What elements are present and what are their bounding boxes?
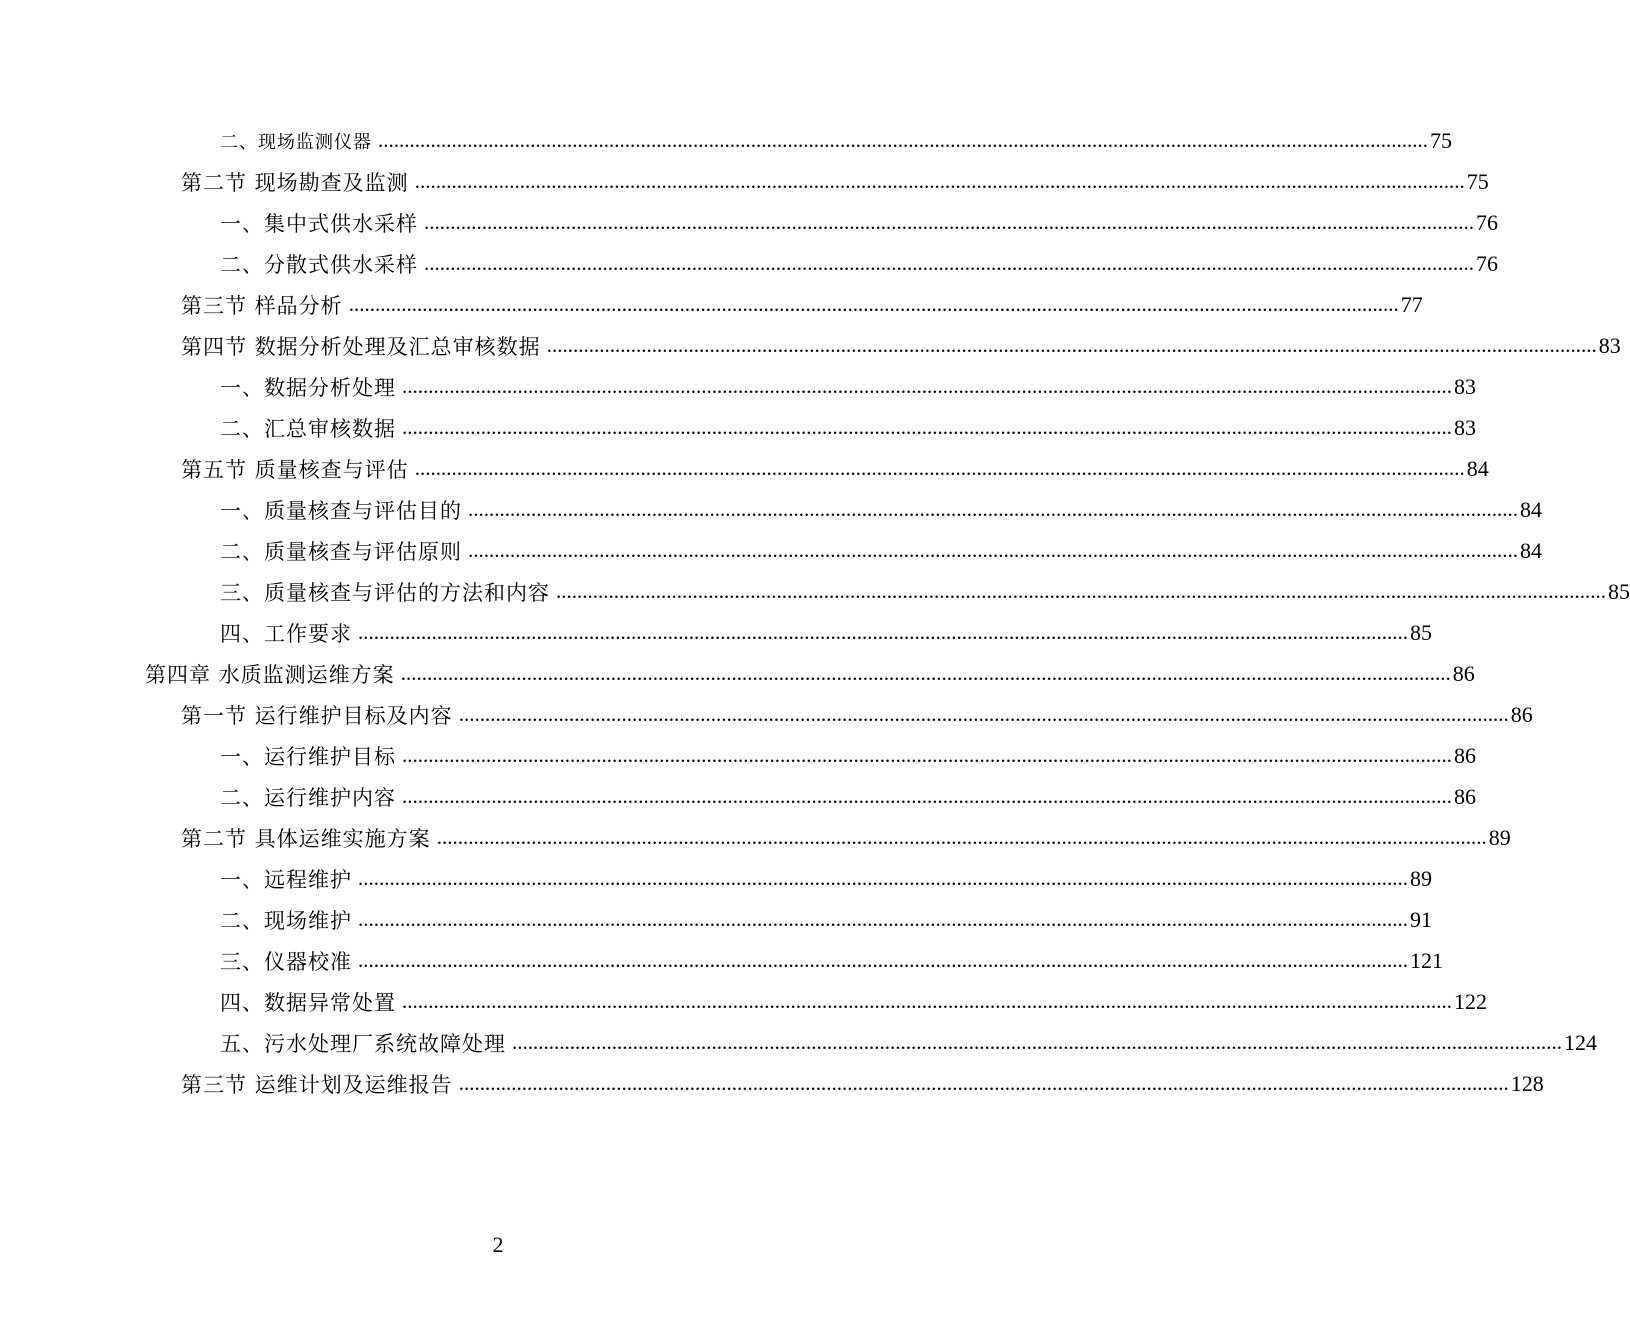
toc-entry <box>0 694 1533 735</box>
toc-entry-title: 二、分散式供水采样 <box>220 252 418 277</box>
toc-entry-page: 122 <box>1454 988 1487 1014</box>
toc-entry-title: 一、远程维护 <box>220 867 352 892</box>
toc-entry-page: 91 <box>1410 906 1432 932</box>
toc-entry <box>0 530 1542 571</box>
toc-entry-title: 第三节 运维计划及运维报告 <box>181 1072 453 1097</box>
toc-entry-page: 128 <box>1510 1070 1544 1096</box>
toc-dot-leader <box>401 661 1451 686</box>
toc-entry <box>0 284 1423 325</box>
toc-entry <box>0 489 1542 530</box>
toc-entry-title: 第五节 质量核查与评估 <box>181 457 409 482</box>
toc-dot-leader <box>437 825 1487 850</box>
toc-entry <box>0 776 1476 817</box>
toc-entry-title: 一、运行维护目标 <box>220 744 396 769</box>
toc-entry-title: 第三节 样品分析 <box>181 293 343 318</box>
toc-entry <box>0 161 1489 202</box>
toc-entry <box>0 858 1432 899</box>
toc-dot-leader <box>358 620 1408 645</box>
toc-entry-title: 二、现场监测仪器 <box>220 131 372 153</box>
toc-dot-leader <box>402 784 1452 809</box>
toc-entry-title: 二、汇总审核数据 <box>220 416 396 441</box>
toc-entry-page: 83 <box>1454 373 1476 399</box>
toc-entry-page: 84 <box>1520 537 1542 563</box>
toc-entry-page: 75 <box>1466 168 1489 194</box>
toc-dot-leader <box>358 948 1408 973</box>
toc-dot-leader <box>459 1071 1509 1096</box>
toc-entry-title: 五、污水处理厂系统故障处理 <box>220 1031 506 1056</box>
toc-entry-title: 第二节 现场勘查及监测 <box>181 170 409 195</box>
toc-entry-page: 77 <box>1400 291 1423 317</box>
toc-entry <box>0 325 1621 366</box>
toc-dot-leader <box>459 702 1509 727</box>
toc-entry-page: 85 <box>1410 619 1432 645</box>
toc-entry-page: 86 <box>1454 742 1476 768</box>
toc-entry-title: 一、质量核查与评估目的 <box>220 498 462 523</box>
toc-dot-leader <box>402 989 1452 1014</box>
toc-dot-leader <box>468 497 1518 522</box>
page-number: 2 <box>492 1232 504 1257</box>
toc-entry-title: 一、集中式供水采样 <box>220 211 418 236</box>
toc-entry-page: 86 <box>1452 660 1475 686</box>
toc-entry <box>0 940 1443 981</box>
toc-entry-page: 89 <box>1488 824 1511 850</box>
toc-entry-page: 83 <box>1454 414 1476 440</box>
toc-dot-leader <box>402 374 1452 399</box>
toc-entry <box>0 243 1498 284</box>
toc-entry-page: 89 <box>1410 865 1432 891</box>
toc-entry-page: 84 <box>1520 496 1542 522</box>
toc-entry-page: 124 <box>1564 1029 1597 1055</box>
table-of-contents <box>0 120 1630 1104</box>
toc-entry <box>0 202 1498 243</box>
toc-dot-leader <box>415 456 1465 481</box>
toc-entry-title: 三、仪器校准 <box>220 949 352 974</box>
toc-dot-leader <box>547 333 1597 358</box>
toc-entry-page: 75 <box>1430 127 1452 153</box>
toc-entry-page: 84 <box>1466 455 1489 481</box>
toc-dot-leader <box>424 251 1474 276</box>
toc-entry-title: 二、现场维护 <box>220 908 352 933</box>
toc-entry <box>0 981 1487 1022</box>
toc-dot-leader <box>358 866 1408 891</box>
toc-entry-title: 第四节 数据分析处理及汇总审核数据 <box>181 334 541 359</box>
toc-entry-page: 76 <box>1476 250 1498 276</box>
toc-dot-leader <box>415 169 1465 194</box>
toc-dot-leader <box>424 210 1474 235</box>
toc-entry-title: 第四章 水质监测运维方案 <box>145 662 395 687</box>
toc-dot-leader <box>512 1030 1562 1055</box>
toc-entry-page: 86 <box>1510 701 1533 727</box>
toc-entry-title: 一、数据分析处理 <box>220 375 396 400</box>
toc-entry <box>0 407 1476 448</box>
toc-entry <box>0 735 1476 776</box>
toc-dot-leader <box>468 538 1518 563</box>
toc-entry-title: 二、运行维护内容 <box>220 785 396 810</box>
toc-entry <box>0 612 1432 653</box>
toc-entry-page: 83 <box>1598 332 1621 358</box>
toc-dot-leader <box>358 907 1408 932</box>
toc-entry <box>0 120 1452 161</box>
toc-entry-title: 第一节 运行维护目标及内容 <box>181 703 453 728</box>
toc-entry-title: 四、数据异常处置 <box>220 990 396 1015</box>
toc-dot-leader <box>378 128 1428 153</box>
toc-entry-title: 四、工作要求 <box>220 621 352 646</box>
toc-entry <box>0 899 1432 940</box>
toc-entry-title: 三、质量核查与评估的方法和内容 <box>220 580 550 605</box>
toc-entry <box>0 817 1511 858</box>
toc-entry <box>0 1063 1544 1104</box>
toc-dot-leader <box>349 292 1399 317</box>
toc-entry-page: 85 <box>1608 578 1630 604</box>
toc-dot-leader <box>402 415 1452 440</box>
toc-entry <box>0 1022 1597 1063</box>
toc-dot-leader <box>402 743 1452 768</box>
toc-entry <box>0 653 1475 694</box>
toc-dot-leader <box>556 579 1606 604</box>
toc-entry-page: 76 <box>1476 209 1498 235</box>
toc-entry <box>0 448 1489 489</box>
toc-entry <box>0 571 1630 612</box>
toc-entry-title: 第二节 具体运维实施方案 <box>181 826 431 851</box>
toc-entry-page: 121 <box>1410 947 1443 973</box>
toc-entry <box>0 366 1476 407</box>
toc-entry-page: 86 <box>1454 783 1476 809</box>
toc-entry-title: 二、质量核查与评估原则 <box>220 539 462 564</box>
